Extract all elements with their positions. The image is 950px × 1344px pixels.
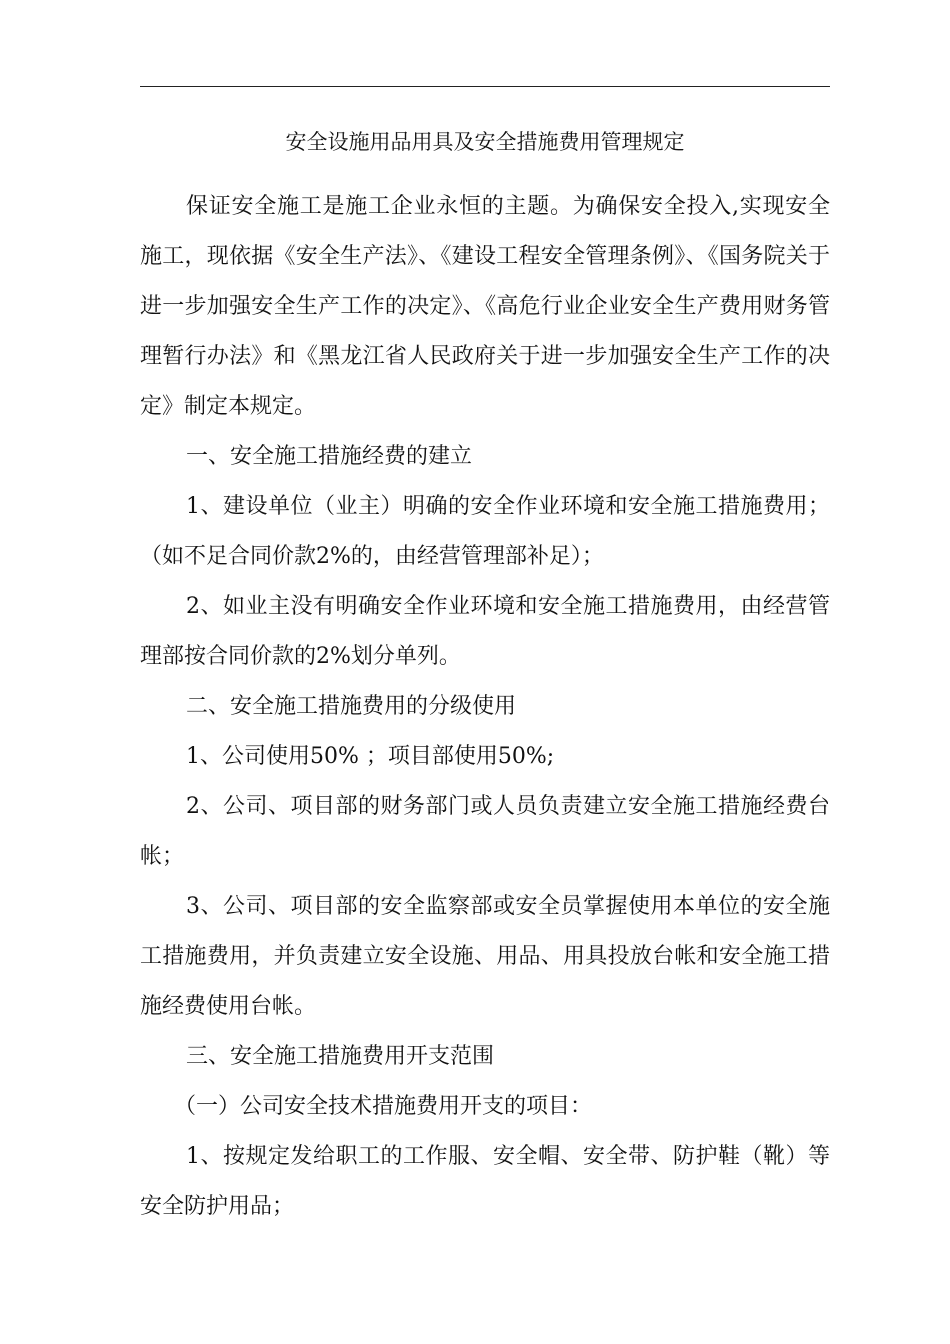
paragraph-intro: 保证安全施工是施工企业永恒的主题。为确保安全投入,实现安全施工，现依据《安全生产法》、《建设工程安全管理条例》、《国务院关于进一步加强安全生产工作的决定》、《高危行业企业安全生产费用财务管理暂行办法》和《黑龙江省人民政府关于进一步加强安全生产工作的决定》制定本规定。 — [140, 194, 830, 419]
section-heading-2: 二、安全施工措施费用的分级使用 — [186, 694, 517, 719]
paragraph-3-1-1: 1、按规定发给职工的工作服、安全帽、安全带、防护鞋（靴）等安全防护用品； — [140, 1144, 830, 1219]
subsection-heading-3-1: （一）公司安全技术措施费用开支的项目： — [174, 1094, 593, 1119]
document-title: 安全设施用品用具及安全措施费用管理规定 — [285, 130, 685, 154]
paragraph-1-1: 1、建设单位（业主）明确的安全作业环境和安全施工措施费用；（如不足合同价款2%的，由经营管理部补足）； — [140, 494, 830, 569]
paragraph-2-1: 1、公司使用50% ；项目部使用50%; — [186, 744, 555, 769]
paragraph-2-2: 2、公司、项目部的财务部门或人员负责建立安全施工措施经费台帐； — [140, 794, 830, 869]
section-heading-1: 一、安全施工措施经费的建立 — [186, 444, 473, 469]
paragraph-2-3: 3、公司、项目部的安全监察部或安全员掌握使用本单位的安全施工措施费用，并负责建立安全设施、用品、用具投放台帐和安全施工措施经费使用台帐。 — [140, 894, 830, 1019]
section-heading-3: 三、安全施工措施费用开支范围 — [186, 1044, 495, 1069]
paragraph-1-2: 2、如业主没有明确安全作业环境和安全施工措施费用，由经营管理部按合同价款的2%划分单列。 — [140, 594, 830, 669]
document-body — [140, 182, 830, 1232]
header-rule — [140, 86, 830, 87]
